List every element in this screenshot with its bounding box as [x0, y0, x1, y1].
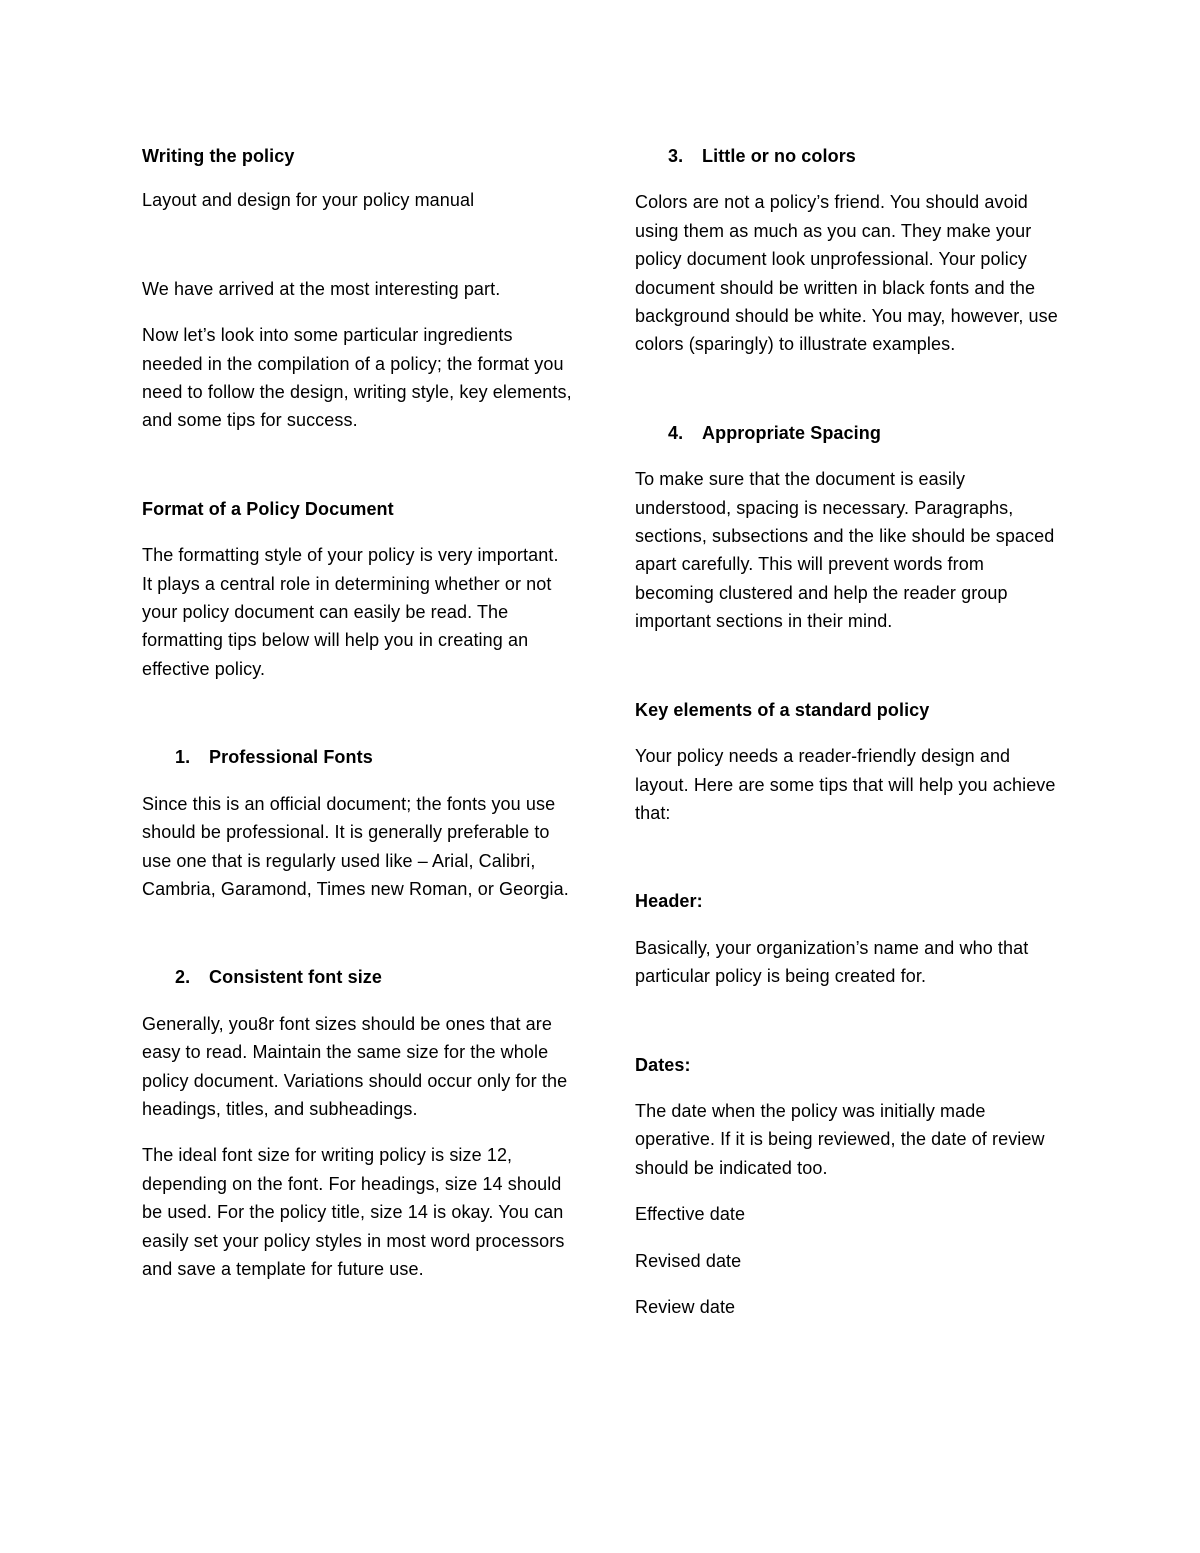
right-column — [635, 142, 1065, 1321]
list-item-heading-4 — [635, 419, 1065, 447]
dates-paragraph: The date when the policy was initially made operative. If it is being reviewed, the date of review should be indicated too. — [635, 1100, 1045, 1178]
document-title: Writing the policy — [142, 146, 295, 166]
list-item-heading-2 — [142, 963, 572, 991]
list-number: 2. — [175, 967, 191, 988]
document-subtitle: Layout and design for your policy manual — [142, 190, 475, 211]
list-item-paragraph-4: To make sure that the document is easily understood, spacing is necessary. Paragraphs, sections, subsections and the like should be spaced apart carefully. This will prevent words from becoming clustered and help the reader group important sections in their mind. — [635, 469, 1055, 632]
list-item-heading-1 — [142, 743, 572, 771]
list-number: 3. — [668, 146, 684, 166]
key-elements-heading: Key elements of a standard policy — [635, 699, 930, 720]
date-line-effective: Effective date — [635, 1204, 746, 1225]
list-heading-text: Appropriate Spacing — [702, 422, 881, 443]
list-number: 1. — [175, 747, 191, 768]
list-heading-text: Consistent font size — [209, 967, 383, 988]
intro-paragraph-2: Now let’s look into some particular ingredients needed in the compilation of a policy; the format you need to follow the design, writing style, key elements, and some tips for success. — [142, 325, 572, 431]
key-elements-paragraph: Your policy needs a reader-friendly design and layout. Here are some tips that will help you achieve that: — [635, 746, 1056, 823]
intro-paragraph-1: We have arrived at the most interesting part. — [142, 278, 501, 299]
list-item-paragraph-1: Since this is an official document; the fonts you use should be professional. It is generally preferable to use one that is regularly used like – Arial, Calibri, Cambria, Garamond, Times new Roman, or Georgia. — [142, 793, 569, 899]
left-column — [142, 142, 572, 1283]
dates-heading: Dates: — [635, 1054, 691, 1075]
list-item-heading-3 — [635, 142, 1065, 170]
list-item-paragraph-3: Colors are not a policy’s friend. You should avoid using them as much as you can. They make your policy document look unprofessional. Your policy document should be written in black fonts and the background should be white. You may, however, use colors (sparingly) to illustrate examples. — [635, 192, 1058, 355]
date-line-review: Review date — [635, 1296, 736, 1317]
header-heading: Header: — [635, 891, 703, 912]
date-line-revised: Revised date — [635, 1250, 742, 1271]
list-number: 4. — [668, 422, 684, 443]
header-paragraph: Basically, your organization’s name and who that particular policy is being created for. — [635, 937, 1029, 987]
list-item-paragraph-2a: Generally, you8r font sizes should be ones that are easy to read. Maintain the same size for the whole policy document. Variations should occur only for the headings, titles, and subheadings. — [142, 1013, 568, 1119]
list-heading-text: Little or no colors — [702, 146, 856, 166]
format-heading: Format of a Policy Document — [142, 498, 394, 519]
list-item-paragraph-2b: The ideal font size for writing policy is size 12, depending on the font. For headings, size 14 should be used. For the policy title, size 14 is okay. You can easily set your policy styles in most word processors and save a template for future use. — [142, 1145, 565, 1279]
list-heading-text: Professional Fonts — [209, 747, 373, 768]
format-paragraph: The formatting style of your policy is very important. It plays a central role in determining whether or not your policy document can easily be read. The formatting tips below will help you in creating an effective policy. — [142, 545, 559, 679]
